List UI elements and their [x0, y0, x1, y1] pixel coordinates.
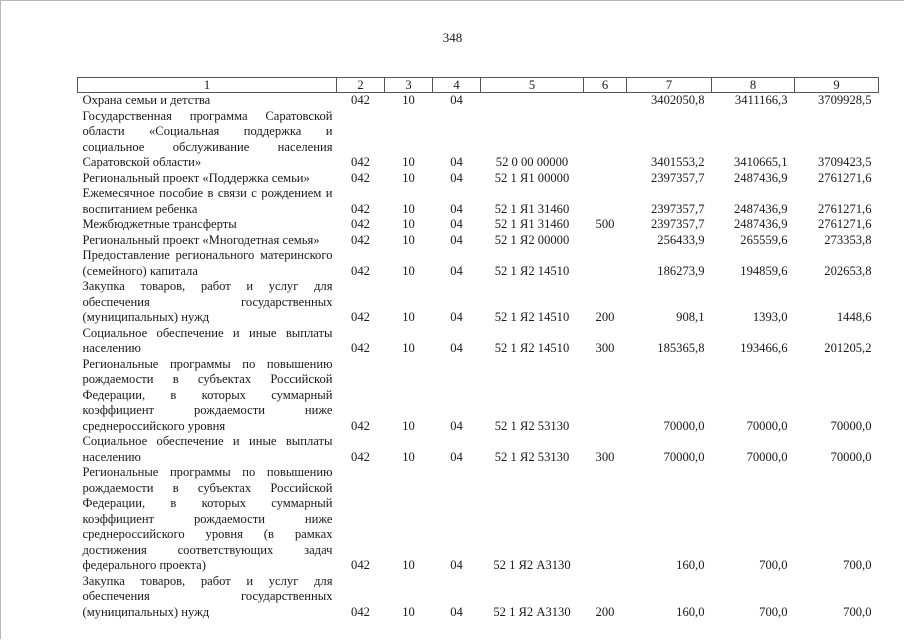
cell-subsection: 04 — [450, 93, 463, 107]
cell-grbs: 042 — [351, 155, 370, 169]
cell-amount-year1: 908,1 — [676, 310, 705, 324]
cell-subsection: 04 — [450, 449, 463, 464]
cell-section: 10 — [402, 449, 415, 464]
cell-amount-year1: 186273,9 — [657, 263, 705, 278]
row-name: Предоставление регионального материнского (семейного) капитала — [82, 248, 333, 278]
cell-amount-year2: 1393,0 — [752, 310, 788, 324]
cell-section: 10 — [402, 155, 415, 169]
table-row — [78, 279, 879, 326]
cell-amount-year2: 700,0 — [759, 604, 788, 619]
table-row — [78, 109, 879, 171]
cell-amount-year3: 201205,2 — [824, 341, 872, 355]
cell-expense-type — [584, 357, 627, 435]
header-cell: 9 — [795, 78, 879, 93]
cell-amount-year1: 70000,0 — [663, 449, 705, 464]
cell-grbs: 042 — [351, 558, 370, 572]
cell-section: 10 — [402, 418, 415, 433]
cell-grbs: 042 — [351, 201, 370, 216]
cell-target-article: 52 1 Я2 53130 — [494, 449, 570, 464]
page-number: 348 — [442, 30, 463, 45]
cell-section: 10 — [402, 310, 415, 324]
table-row — [78, 465, 879, 574]
row-name: Социальное обеспечение и иные выплаты населению — [82, 325, 333, 355]
header-cell: 8 — [712, 78, 795, 93]
cell-subsection: 04 — [450, 232, 463, 247]
cell-section: 10 — [402, 263, 415, 278]
table-row — [78, 434, 879, 465]
cell-amount-year1: 2397357,7 — [650, 170, 705, 185]
cell-amount-year1: 160,0 — [676, 604, 705, 619]
cell-amount-year1: 256433,9 — [657, 232, 705, 247]
cell-amount-year3: 2761271,6 — [817, 201, 872, 216]
cell-amount-year3: 70000,0 — [830, 449, 872, 464]
cell-amount-year1: 3401553,2 — [650, 155, 705, 169]
cell-amount-year3: 1448,6 — [836, 310, 872, 324]
table-row — [78, 233, 879, 249]
cell-grbs: 042 — [351, 93, 370, 107]
table-row — [78, 171, 879, 187]
cell-target-article: 52 1 Я2 14510 — [494, 341, 570, 355]
header-cell: 3 — [385, 78, 433, 93]
cell-amount-year1: 3402050,8 — [650, 93, 705, 107]
cell-target-article: 52 1 Я1 31460 — [494, 201, 570, 216]
header-cell: 6 — [584, 78, 627, 93]
cell-subsection: 04 — [450, 604, 463, 619]
header-cell: 7 — [627, 78, 712, 93]
row-name: Межбюджетные трансферты — [82, 217, 237, 231]
cell-amount-year3: 273353,8 — [824, 232, 872, 247]
cell-amount-year3: 2761271,6 — [817, 170, 872, 185]
cell-amount-year1: 2397357,7 — [650, 217, 705, 231]
cell-target-article: 52 0 00 00000 — [495, 155, 569, 169]
cell-section: 10 — [402, 201, 415, 216]
table-row — [78, 326, 879, 357]
cell-expense-type — [584, 248, 627, 279]
header-cell: 4 — [433, 78, 481, 93]
cell-target-article: 52 1 Я2 А3130 — [493, 558, 571, 572]
cell-section: 10 — [402, 232, 415, 247]
cell-subsection: 04 — [450, 418, 463, 433]
cell-subsection: 04 — [450, 217, 463, 231]
cell-amount-year1: 185365,8 — [657, 341, 705, 355]
header-cell: 5 — [481, 78, 584, 93]
cell-target-article: 52 1 Я2 А3130 — [493, 604, 571, 619]
cell-grbs: 042 — [351, 263, 370, 278]
cell-amount-year2: 2487436,9 — [733, 217, 788, 231]
cell-section: 10 — [402, 217, 415, 231]
cell-subsection: 04 — [450, 558, 463, 572]
cell-amount-year3: 3709423,5 — [817, 155, 872, 169]
cell-target-article: 52 1 Я2 53130 — [494, 418, 570, 433]
row-name: Региональные программы по повышению рождаемости в субъектах Российской Федерации, в которых суммарный коэффициент рождаемости ниже среднероссийского уровня (в рамках достижения соответствующих задач федерального проекта) — [82, 465, 333, 572]
row-name: Региональные программы по повышению рождаемости в субъектах Российской Федерации, в которых суммарный коэффициент рождаемости ниже среднероссийского уровня — [82, 356, 333, 433]
cell-target-article — [481, 93, 584, 109]
cell-grbs: 042 — [351, 604, 370, 619]
table-row — [78, 186, 879, 217]
cell-amount-year3: 2761271,6 — [817, 217, 872, 231]
cell-grbs: 042 — [351, 170, 370, 185]
row-name: Закупка товаров, работ и услуг для обеспечения государственных (муниципальных) нужд — [82, 573, 333, 619]
cell-amount-year1: 160,0 — [676, 558, 705, 572]
row-name: Региональный проект «Поддержка семьи» — [82, 170, 310, 185]
table-row — [78, 93, 879, 109]
cell-expense-type — [584, 233, 627, 249]
cell-section: 10 — [402, 170, 415, 185]
cell-grbs: 042 — [351, 232, 370, 247]
cell-expense-type — [584, 171, 627, 187]
cell-section: 10 — [402, 604, 415, 619]
cell-amount-year2: 265559,6 — [740, 232, 788, 247]
cell-amount-year1: 2397357,7 — [650, 201, 705, 216]
budget-table — [77, 77, 879, 620]
cell-amount-year3: 700,0 — [843, 604, 872, 619]
cell-subsection: 04 — [450, 155, 463, 169]
table-row — [78, 357, 879, 435]
cell-amount-year2: 70000,0 — [746, 449, 788, 464]
cell-target-article: 52 1 Я1 00000 — [494, 170, 570, 185]
cell-target-article: 52 1 Я1 31460 — [494, 217, 570, 231]
table-row — [78, 248, 879, 279]
row-name: Охрана семьи и детства — [82, 93, 211, 107]
table-row — [78, 217, 879, 233]
cell-grbs: 042 — [351, 217, 370, 231]
cell-grbs: 042 — [351, 310, 370, 324]
cell-amount-year2: 194859,6 — [740, 263, 788, 278]
cell-target-article: 52 1 Я2 14510 — [494, 310, 570, 324]
header-cell: 2 — [337, 78, 385, 93]
cell-expense-type: 300 — [595, 341, 615, 355]
table-row — [78, 574, 879, 621]
row-name: Региональный проект «Многодетная семья» — [82, 232, 320, 247]
cell-subsection: 04 — [450, 341, 463, 355]
cell-amount-year2: 70000,0 — [746, 418, 788, 433]
row-name: Социальное обеспечение и иные выплаты населению — [82, 434, 333, 464]
cell-expense-type: 300 — [595, 449, 615, 464]
header-cell: 1 — [78, 78, 337, 93]
cell-amount-year2: 700,0 — [759, 558, 788, 572]
cell-expense-type — [584, 465, 627, 574]
cell-amount-year2: 3410665,1 — [733, 155, 788, 169]
cell-amount-year3: 202653,8 — [824, 263, 872, 278]
header-row — [78, 78, 879, 93]
cell-grbs: 042 — [351, 449, 370, 464]
cell-section: 10 — [402, 341, 415, 355]
cell-amount-year3: 70000,0 — [830, 418, 872, 433]
cell-amount-year3: 3709928,5 — [817, 93, 872, 107]
cell-amount-year1: 70000,0 — [663, 418, 705, 433]
cell-amount-year2: 2487436,9 — [733, 170, 788, 185]
cell-amount-year2: 3411166,3 — [734, 93, 788, 107]
cell-expense-type: 200 — [595, 310, 615, 324]
cell-subsection: 04 — [450, 263, 463, 278]
cell-amount-year3: 700,0 — [843, 558, 872, 572]
cell-amount-year2: 193466,6 — [740, 341, 788, 355]
row-name: Закупка товаров, работ и услуг для обеспечения государственных (муниципальных) нужд — [82, 279, 333, 324]
cell-target-article: 52 1 Я2 00000 — [494, 232, 570, 247]
cell-expense-type — [584, 186, 627, 217]
cell-grbs: 042 — [351, 418, 370, 433]
cell-expense-type — [584, 109, 627, 171]
cell-grbs: 042 — [351, 341, 370, 355]
cell-expense-type: 500 — [595, 217, 615, 231]
cell-expense-type: 200 — [595, 604, 615, 619]
row-name: Ежемесячное пособие в связи с рождением и воспитанием ребенка — [82, 186, 333, 216]
cell-amount-year2: 2487436,9 — [733, 201, 788, 216]
cell-section: 10 — [402, 93, 415, 107]
cell-expense-type — [584, 93, 627, 109]
row-name: Государственная программа Саратовской области «Социальная поддержка и социальное обслуживание населения Саратовской области» — [82, 108, 333, 169]
cell-section: 10 — [402, 558, 415, 572]
cell-subsection: 04 — [450, 170, 463, 185]
cell-target-article: 52 1 Я2 14510 — [494, 263, 570, 278]
cell-subsection: 04 — [450, 310, 463, 324]
cell-subsection: 04 — [450, 201, 463, 216]
